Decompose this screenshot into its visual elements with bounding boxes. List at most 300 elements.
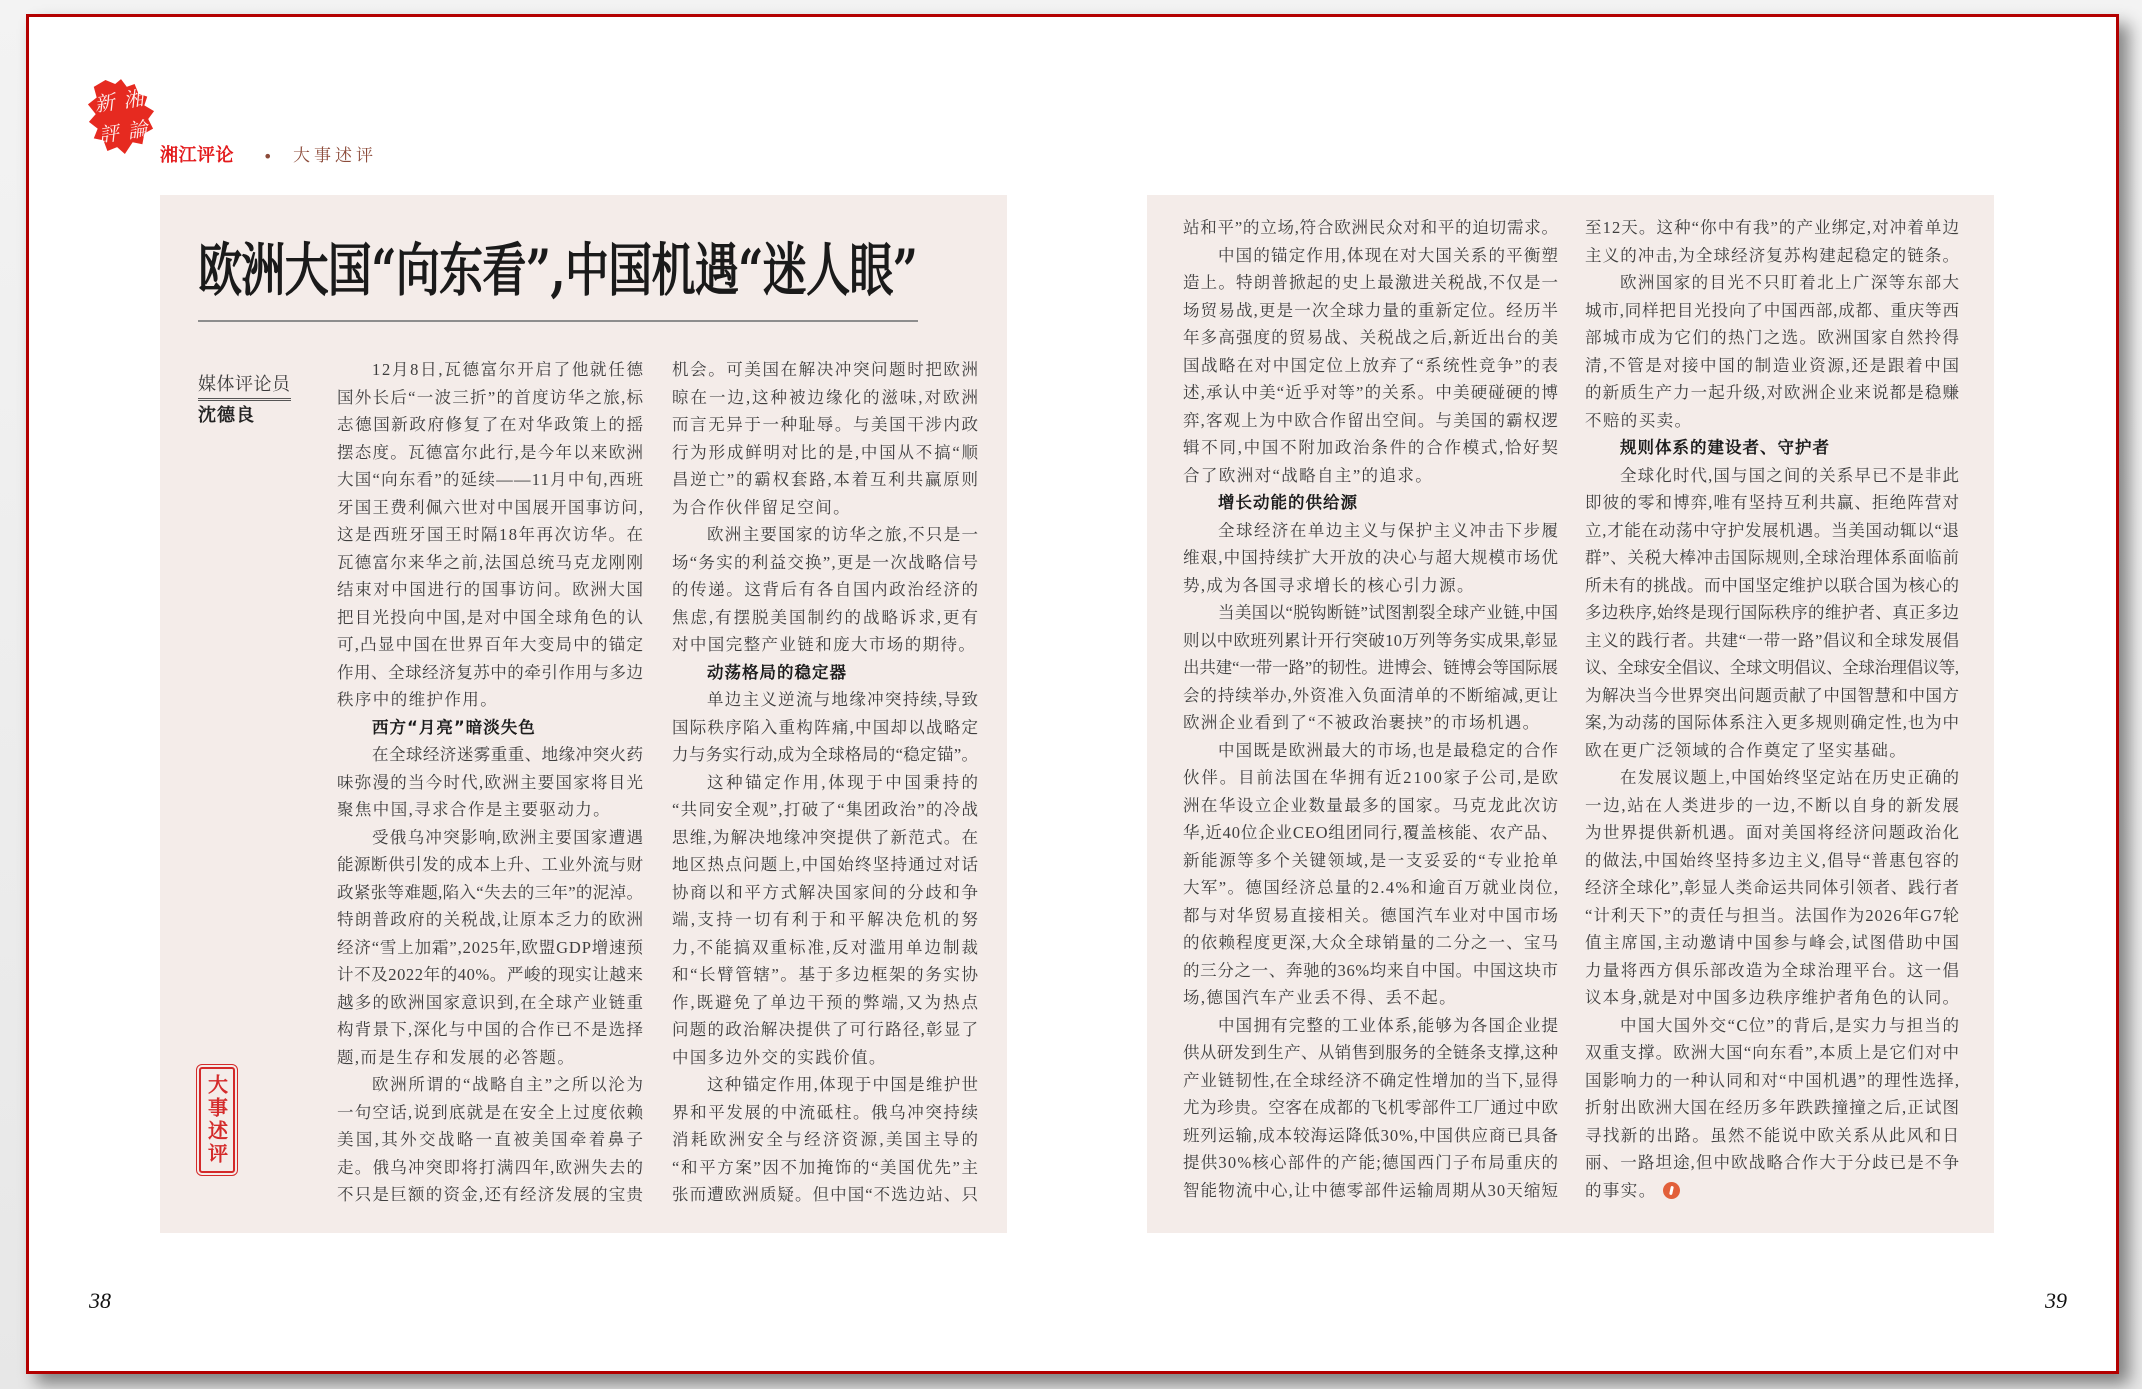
- text-line-content: 题,而是生存和发展的必答题。: [337, 1047, 576, 1067]
- paragraph: [1585, 214, 1959, 269]
- text-line: [1585, 269, 1959, 297]
- text-line: [337, 1154, 643, 1182]
- text-line: [1183, 1094, 1558, 1122]
- text-line: [1183, 324, 1558, 352]
- text-line-content: 界和平发展的中流砥柱。俄乌冲突持续: [672, 1102, 980, 1122]
- text-line-content: 中国多边外交的实践价值。: [672, 1047, 887, 1067]
- text-line-content: 受俄乌冲突影响,欧洲主要国家遭遇: [372, 827, 645, 847]
- text-line-content: 消耗欧洲安全与经济资源,美国主导的: [672, 1130, 981, 1149]
- seal-text: 大事述评: [204, 1074, 229, 1166]
- text-line: [337, 576, 643, 604]
- text-line-content: 聚焦中国,寻求合作是主要驱动力。: [337, 800, 612, 819]
- text-line-content: 案,为动荡的国际体系注入更多规则确定性,也为中: [1585, 713, 1960, 732]
- text-line: [1183, 214, 1558, 242]
- text-line: [672, 796, 978, 824]
- text-line-content: 议本身,就是对中国多边秩序维护者角色的认同。: [1585, 988, 1961, 1007]
- text-line: [1183, 984, 1558, 1012]
- text-line: [337, 879, 643, 907]
- text-line: [337, 439, 643, 467]
- text-line: [1585, 792, 1959, 820]
- text-line: [672, 466, 978, 494]
- text-line-content: 议、全球安全倡议、全球文明倡议、全球治理倡议等,: [1585, 658, 1959, 677]
- text-line-content: 越多的欧洲国家意识到,在全球产业链重: [337, 992, 645, 1012]
- text-line-content: 在全球经济迷雾重重、地缘冲突火药: [372, 745, 644, 764]
- text-line: [672, 1071, 978, 1099]
- text-line-content: 造上。特朗普掀起的史上最激进关税战,不仅是一: [1183, 273, 1560, 292]
- text-line-content: 为世界提供新机遇。面对美国将经济问题政治化: [1585, 823, 1961, 842]
- text-line: [1585, 462, 1959, 490]
- publication-name: 湘江评论: [160, 145, 234, 166]
- paragraph: [1183, 242, 1558, 490]
- text-line: [1585, 352, 1959, 380]
- text-line: [1585, 1094, 1959, 1122]
- text-line-content: 机会。可美国在解决冲突问题时把欧洲: [672, 360, 980, 379]
- text-line: [1183, 957, 1558, 985]
- text-line: [1585, 297, 1959, 325]
- paragraph: [1585, 462, 1959, 765]
- text-line: [337, 1016, 643, 1044]
- text-line: [672, 906, 981, 934]
- text-line-content: 把目光投向中国,是对中国全球角色的认: [337, 607, 645, 627]
- text-line: [337, 411, 643, 439]
- text-line-content: 城市,同样把目光投向了中国西部,成都、重庆等西: [1585, 300, 1960, 320]
- text-line-content: 瓦德富尔来华之前,法国总统马克龙刚刚: [337, 552, 645, 572]
- text-line-content: 焦虑,有摆脱美国制约的战略诉求,更有: [672, 607, 980, 627]
- text-line: [672, 356, 978, 384]
- text-line-content: 欧洲主要国家的访华之旅,不只是一: [707, 525, 980, 544]
- paragraph: [1585, 269, 1959, 434]
- text-line-content: 双重支撑。欧洲大国“向东看”,本质上是它们对中: [1585, 1043, 1961, 1062]
- section-heading: 增长动能的供给源: [1218, 493, 1358, 512]
- text-line: [1183, 929, 1558, 957]
- section-heading: 动荡格局的稳定器: [707, 662, 847, 682]
- text-line-content: 国外长后“一波三折”的首度访华之旅,标: [337, 387, 645, 407]
- logo-calligraphy: [88, 82, 154, 151]
- text-line-content: 弈,客观上为中欧合作留出空间。与美国的霸权逻: [1183, 410, 1560, 430]
- paragraph: [337, 824, 643, 1072]
- right-page-column-2: [1585, 214, 1959, 1204]
- text-line: [337, 521, 643, 549]
- logo-char: 湘: [121, 85, 145, 113]
- text-line: [337, 1099, 643, 1127]
- text-line-content: 供从研发到生产、从销售到服务的全链条支撑,这种: [1183, 1043, 1559, 1062]
- text-line-content: 味弥漫的当今时代,欧洲主要国家将目光: [337, 772, 645, 792]
- text-line-content: 作用、全球经济复苏中的牵引作用与多边: [337, 662, 644, 682]
- text-line: [337, 384, 643, 412]
- text-line: [672, 686, 978, 714]
- text-line-content: 洲在华设立企业数量最多的国家。马克龙此次访: [1183, 795, 1560, 815]
- left-page-column-2: [672, 356, 981, 1209]
- article-title: 欧洲大国“向东看”,中国机遇“迷人眼”: [198, 237, 918, 305]
- text-line-content: 昌逆亡”的霸权套路,本着互利共赢原则: [672, 470, 980, 489]
- text-line-content: 中国大国外交“C位”的背后,是实力与担当的: [1620, 1015, 1961, 1035]
- text-line-content: 欧洲所谓的“战略自主”之所以沦为: [372, 1075, 645, 1094]
- text-line-content: 折射出欧洲大国在经历多年跌跌撞撞之后,正试图: [1585, 1098, 1961, 1117]
- text-line-content: 欧在更广泛领域的合作奠定了坚实基础。: [1585, 740, 1908, 760]
- text-line-content: 都与对华贸易直接相关。德国汽车业对中国市场: [1183, 905, 1560, 925]
- text-line: [337, 961, 643, 989]
- text-line-content: 的事实。: [1585, 1180, 1657, 1200]
- text-line-content: 欧洲国家的目光不只盯着北上广深等东部大: [1620, 273, 1961, 292]
- text-line-content: 思维,为解决地缘冲突提供了新范式。在: [672, 827, 980, 847]
- text-line-content: 晾在一边,这种被边缘化的滋味,对欧洲: [672, 387, 980, 407]
- text-line: [1585, 1039, 1959, 1067]
- text-line: [1585, 902, 1959, 930]
- text-line: [1183, 792, 1558, 820]
- text-line-content: 势,成为各国寻求增长的核心引力源。: [1183, 575, 1475, 595]
- text-line-content: 中国拥有完整的工业体系,能够为各国企业提: [1218, 1015, 1560, 1035]
- text-line: [672, 879, 978, 907]
- byline-author: 沈德良: [198, 405, 255, 426]
- paragraph: [672, 686, 978, 769]
- text-line: [1183, 517, 1558, 545]
- seal-stamp-icon: [199, 1067, 235, 1173]
- text-line-content: 政紧张等难题,陷入“失去的三年”的泥淖。: [337, 882, 644, 902]
- text-line-content: 华,近40位企业CEO组团同行,覆盖核能、农产品、: [1183, 823, 1559, 842]
- text-line: [337, 1126, 646, 1154]
- text-line: [337, 494, 643, 522]
- text-line: [672, 961, 978, 989]
- text-line-content: 至12天。这种“你中有我”的产业绑定,对冲着单边: [1585, 218, 1961, 237]
- text-line-content: 地区热点问题上,中国始终坚持通过对话: [672, 855, 980, 874]
- paragraph: [672, 1071, 981, 1209]
- text-line-content: 计不及2022年的40%。严峻的现实让越来: [337, 965, 644, 984]
- text-line-content: 可,凸显中国在世界百年大变局中的锚定: [337, 635, 645, 654]
- text-line-content: 作,既避免了单边干预的弊端,又为热点: [672, 992, 980, 1012]
- byline-role: 媒体评论员: [198, 373, 291, 401]
- page-number-right: 39: [2045, 1288, 2067, 1313]
- text-line: [672, 934, 978, 962]
- text-line-content: 和“长臂管辖”。基于多边框架的务实协: [672, 965, 980, 984]
- text-line-content: 这种锚定作用,体现于中国秉持的: [707, 772, 981, 792]
- logo-char: 新: [92, 89, 116, 117]
- text-line-content: 的新质生产力一起升级,对欧洲企业来说都是稳赚: [1585, 383, 1961, 402]
- text-line-content: 协商以和平方式解决国家间的分歧和争: [672, 882, 980, 902]
- text-line: [1585, 214, 1959, 242]
- paragraph: [672, 769, 981, 1072]
- text-line-content: 产业链韧性,在全球经济不确定性增加的当下,显得: [1183, 1070, 1559, 1090]
- paragraph: [672, 356, 978, 521]
- text-line-content: 为解决当今世界突出问题贡献了中国智慧和中国方: [1585, 685, 1960, 705]
- text-line: [1585, 489, 1959, 517]
- paragraph: [1585, 1012, 1959, 1205]
- text-line-content: 辑不同,中国不附加政治条件的合作模式,恰好契: [1183, 438, 1560, 457]
- text-line: [337, 906, 643, 934]
- text-line: [1585, 874, 1959, 902]
- text-line-content: 新能源等多个关键领域,是一支妥妥的“专业抢单: [1183, 850, 1560, 870]
- text-line-content: 这是西班牙国王时隔18年再次访华。在: [337, 525, 645, 544]
- text-line: [1585, 984, 1959, 1012]
- text-line: [1585, 627, 1959, 655]
- text-line-content: 的做法,中国始终坚持多边主义,倡导“普惠包容的: [1585, 850, 1961, 870]
- paragraph: [1183, 517, 1558, 600]
- text-line-content: 群”、关税大棒冲击国际规则,全球治理体系面临前: [1585, 548, 1960, 567]
- text-line-content: 不赔的买卖。: [1585, 410, 1693, 430]
- text-line-content: 大国“向东看”的延续——11月中旬,西班: [337, 470, 645, 489]
- text-line-content: 班列运输,成本较海运降低30%,中国供应商已具备: [1183, 1125, 1559, 1145]
- text-line-content: 国际秩序陷入重构阵痛,中国却以战略定: [672, 717, 980, 737]
- text-line: [1183, 902, 1558, 930]
- text-line-content: 大军”。德国经济总量的2.4%和逾百万就业岗位,: [1183, 878, 1560, 897]
- text-line: [337, 934, 643, 962]
- text-line-content: 一句空话,说到底就是在安全上过度依赖: [337, 1102, 645, 1122]
- text-line: [1183, 599, 1558, 627]
- text-line: [1585, 517, 1959, 545]
- text-line-content: 的三分之一、奔驰的36%均来自中国。中国这块市: [1183, 960, 1559, 980]
- text-line: [1585, 544, 1959, 572]
- page-number-left: 38: [89, 1288, 111, 1313]
- text-line: [1183, 407, 1558, 435]
- logo-char: 論: [125, 116, 150, 144]
- text-line: [1585, 957, 1959, 985]
- left-page-column-1: [337, 356, 646, 1209]
- text-line-content: 力与务实行动,成为全球格局的“稳定锚”。: [672, 745, 979, 764]
- text-line-content: 中国既是欧洲最大的市场,也是最稳定的合作: [1218, 740, 1560, 760]
- text-line: [672, 1044, 978, 1072]
- text-line-content: 而言无异于一种耻辱。与美国干涉内政: [672, 415, 980, 434]
- text-line-content: 场,德国汽车产业丢不得、丢不起。: [1183, 988, 1458, 1007]
- text-line: [672, 521, 978, 549]
- text-line: [672, 1126, 981, 1154]
- text-line: [1183, 544, 1558, 572]
- text-line: [337, 851, 643, 879]
- text-line: [337, 466, 643, 494]
- title-divider: [198, 320, 918, 322]
- text-line: [1183, 1122, 1558, 1150]
- text-line: [672, 989, 978, 1017]
- text-line: [1183, 572, 1558, 600]
- text-line-content: 张而遭欧洲质疑。但中国“不选边站、只: [672, 1185, 980, 1204]
- text-line-content: 单边主义逆流与地缘冲突持续,导致: [707, 690, 980, 709]
- text-line-content: 提供30%核心部件的产能;德国西门子布局重庆的: [1183, 1153, 1560, 1172]
- text-line: [1585, 929, 1959, 957]
- text-line: [1183, 874, 1558, 902]
- paragraph: [337, 1071, 646, 1209]
- text-line-content: 牙国王费利佩六世对中国展开国事访问,: [337, 497, 645, 517]
- text-line: [1183, 654, 1558, 682]
- text-line-content: “计利天下”的责任与担当。法国作为2026年G7轮: [1585, 905, 1961, 925]
- text-line: [1585, 407, 1959, 435]
- text-line-content: 伙伴。目前法国在华拥有近2100家子公司,是欧: [1183, 768, 1560, 787]
- text-line: [1585, 379, 1959, 407]
- text-line: [1183, 627, 1558, 655]
- text-line: [1183, 297, 1558, 325]
- text-line: [337, 659, 643, 687]
- text-line: [672, 576, 978, 604]
- paragraph: [337, 741, 643, 824]
- text-line: [672, 851, 978, 879]
- text-line-content: 值主席国,主动邀请中国参与峰会,试图借助中国: [1585, 933, 1961, 952]
- text-line: [337, 686, 643, 714]
- paragraph: [1183, 599, 1558, 737]
- text-line: [1183, 709, 1558, 737]
- right-page-column-1: [1183, 214, 1558, 1204]
- text-line: [672, 1099, 978, 1127]
- text-line: [1183, 352, 1558, 380]
- text-line-content: 场“务实的利益交换”,更是一次战略信号: [672, 552, 980, 572]
- text-line-content: 力量将西方俱乐部改造为全球治理平台。这一倡: [1585, 960, 1961, 980]
- text-line: [672, 1016, 978, 1044]
- text-line-content: 一边,站在人类进步的一边,不断以自身的新发展: [1585, 795, 1961, 815]
- header-separator-dot: •: [263, 147, 273, 166]
- text-line-content: 中国的锚定作用,体现在对大国关系的平衡塑: [1218, 245, 1560, 265]
- text-line-content: 美国,其外交战略一直被美国牵着鼻子: [337, 1130, 646, 1149]
- text-line: [1585, 599, 1959, 627]
- text-line: [337, 356, 643, 384]
- text-line: [672, 631, 978, 659]
- text-line: [1585, 682, 1959, 710]
- text-line-content: 合了欧洲对“战略自主”的追求。: [1183, 465, 1434, 485]
- text-line: [672, 741, 978, 769]
- text-line: [1585, 819, 1959, 847]
- text-line-content: 部城市成为它们的热门之选。欧洲国家自然拎得: [1585, 328, 1961, 347]
- text-line: [1183, 1012, 1558, 1040]
- text-line-content: 清,不管是对接中国的制造业资源,还是跟着中国: [1585, 355, 1961, 375]
- text-line: [1183, 764, 1558, 792]
- text-line: [1183, 847, 1558, 875]
- text-line: [1585, 1067, 1959, 1095]
- text-line-content: 走。俄乌冲突即将打满四年,欧洲失去的: [337, 1157, 645, 1177]
- text-line-content: 欧洲企业看到了“不被政治裹挟”的市场机遇。: [1183, 713, 1541, 732]
- text-line-content: 特朗普政府的关税战,让原本乏力的欧洲: [337, 910, 645, 929]
- text-line: [1585, 737, 1959, 765]
- text-line-content: 述,承认中美“近乎对等”的关系。中美硬碰硬的博: [1183, 383, 1560, 402]
- text-line-content: 所未有的挑战。而中国坚定维护以联合国为核心的: [1585, 575, 1960, 595]
- text-line: [337, 1071, 643, 1099]
- text-line-content: 智能物流中心,让中德零部件运输周期从30天缩短: [1183, 1180, 1560, 1200]
- text-line: [672, 769, 981, 797]
- text-line: [337, 741, 643, 769]
- text-line: [1585, 324, 1959, 352]
- text-line: [337, 631, 643, 659]
- text-line: [337, 769, 643, 797]
- text-line-content: 结束对中国进行的国事访问。欧洲大国: [337, 580, 645, 599]
- text-line: [1585, 709, 1959, 737]
- paragraph: [672, 521, 978, 659]
- text-line-content: 国战略在对中国定位上放弃了“系统性竞争”的表: [1183, 355, 1560, 375]
- text-line: [337, 549, 643, 577]
- text-line-content: 则以中欧班列累计开行突破10万列等务实成果,彰显: [1183, 630, 1559, 650]
- publication-logo: [86, 78, 156, 156]
- text-line-content: 经济全球化”,彰显人类命运共同体引领者、践行者: [1585, 878, 1960, 897]
- text-line-content: 秩序中的维护作用。: [337, 690, 499, 709]
- paragraph: [1183, 737, 1558, 1012]
- text-line-content: 站和平”的立场,符合欧洲民众对和平的迫切需求。: [1183, 218, 1559, 237]
- text-line-content: 构背景下,深化与中国的合作已不是选择: [337, 1020, 645, 1039]
- text-line: [337, 604, 643, 632]
- text-line-content: 当美国以“脱钩断链”试图割裂全球产业链,中国: [1218, 603, 1559, 622]
- text-line-content: 维艰,中国持续扩大开放的决心与超大规模市场优: [1183, 548, 1560, 567]
- text-line-content: 力,不能搞双重标准,反对滥用单边制裁: [672, 937, 980, 957]
- text-line-content: “共同安全观”,打破了“集团政治”的冷战: [672, 800, 980, 819]
- text-line: [1183, 1149, 1558, 1177]
- text-line-content: 多边秩序,始终是现行国际秩序的维护者、真正多边: [1585, 603, 1960, 622]
- text-line-content: 不只是巨额的资金,还有经济发展的宝贵: [337, 1185, 645, 1204]
- text-line-content: 的依赖程度更深,大众全球销量的二分之一、宝马: [1183, 933, 1560, 952]
- text-line-content: 会的持续举办,外资准入负面清单的不断缩减,更让: [1183, 685, 1559, 705]
- text-line: [1585, 1012, 1959, 1040]
- text-line-content: 年多高强度的贸易战、关税战之后,新近出台的美: [1183, 328, 1560, 347]
- text-line: [1183, 737, 1558, 765]
- text-line-content: 对中国完整产业链和庞大市场的期待。: [672, 635, 977, 654]
- logo-char: 評: [97, 120, 121, 148]
- text-line-content: 摆态度。瓦德富尔此行,是今年以来欧洲: [337, 442, 645, 462]
- text-line-content: 即彼的零和博弈,唯有坚持互利共赢、拒绝阵营对: [1585, 493, 1961, 512]
- text-line: [1585, 847, 1959, 875]
- paragraph: [1183, 1012, 1558, 1205]
- text-line: [1183, 434, 1558, 462]
- text-line: [1183, 1039, 1558, 1067]
- text-line: [337, 824, 643, 852]
- text-line-content: 主义的践行者。共建“一带一路”倡议和全球发展倡: [1585, 630, 1960, 650]
- section-heading: 西方“月亮”暗淡失色: [372, 717, 536, 737]
- text-line: [672, 494, 978, 522]
- text-line-content: 志德国新政府修复了在对华政策上的摇: [337, 415, 645, 434]
- text-line: [672, 1154, 978, 1182]
- text-line: [1585, 1122, 1959, 1150]
- section-name: 大事述评: [293, 146, 377, 166]
- section-heading: 规则体系的建设者、守护者: [1620, 438, 1830, 457]
- text-line: [672, 604, 978, 632]
- text-line-content: 立,才能在动荡中守护发展机遇。当美国动辄以“退: [1585, 520, 1960, 540]
- text-line-content: 端,支持一切有利于和平解决危机的努: [672, 910, 981, 929]
- text-line: [672, 384, 978, 412]
- text-line-content: 这种锚定作用,体现于中国是维护世: [707, 1075, 980, 1094]
- text-line: [1585, 1149, 1959, 1177]
- text-line: [672, 1181, 978, 1209]
- text-line: [1183, 269, 1558, 297]
- text-line: [1585, 654, 1959, 682]
- text-line-content: 行为形成鲜明对比的是,中国从不搞“顺: [672, 442, 980, 462]
- text-line: [672, 439, 978, 467]
- text-line: [1585, 572, 1959, 600]
- text-line-content: 全球化时代,国与国之间的关系早已不是非此: [1620, 465, 1961, 485]
- text-line: [337, 1181, 643, 1209]
- paragraph: [337, 356, 643, 714]
- text-line: [1183, 682, 1558, 710]
- text-line-content: 全球经济在单边主义与保护主义冲击下步履: [1218, 520, 1560, 540]
- text-line-content: “和平方案”因不加掩饰的“美国优先”主: [672, 1157, 980, 1177]
- text-line: [672, 549, 978, 577]
- text-line-content: 主义的冲击,为全球经济复苏构建起稳定的链条。: [1585, 245, 1961, 265]
- text-line: [1585, 242, 1959, 270]
- text-line: [337, 989, 643, 1017]
- text-line: [1183, 462, 1558, 490]
- text-line-content: 国影响力的一种认同和对“中国机遇”的理性选择,: [1585, 1070, 1961, 1090]
- text-line-content: 在发展议题上,中国始终坚定站在历史正确的: [1620, 768, 1961, 787]
- text-line-content: 的传递。这背后有各自国内政治经济的: [672, 580, 980, 599]
- text-line: [1183, 242, 1558, 270]
- text-line: [672, 824, 978, 852]
- text-line: [1585, 764, 1959, 792]
- paragraph: [1585, 764, 1959, 1012]
- text-line: [1183, 819, 1558, 847]
- text-line-content: 问题的政治解决提供了可行路径,彰显了: [672, 1020, 980, 1039]
- text-line-content: 12月8日,瓦德富尔开启了他就任德: [372, 360, 645, 379]
- paragraph: [1183, 214, 1558, 242]
- text-line-content: 为合作伙伴留足空间。: [672, 497, 851, 517]
- end-mark-icon: [1663, 1182, 1680, 1199]
- text-line: [337, 1044, 643, 1072]
- text-line-content: 出共建“一带一路”的韧性。进博会、链博会等国际展: [1183, 658, 1558, 677]
- text-line: [337, 796, 643, 824]
- text-line-content: 场贸易战,更是一次全球力量的重新定位。经历半: [1183, 300, 1560, 320]
- text-line: [672, 714, 978, 742]
- text-line-content: 尤为珍贵。空客在成都的飞机零部件工厂通过中欧: [1183, 1098, 1559, 1117]
- text-line-content: 能源断供引发的成本上升、工业外流与财: [337, 855, 644, 874]
- text-line-content: 经济“雪上加霜”,2025年,欧盟GDP增速预: [337, 937, 644, 957]
- text-line: [1183, 1067, 1558, 1095]
